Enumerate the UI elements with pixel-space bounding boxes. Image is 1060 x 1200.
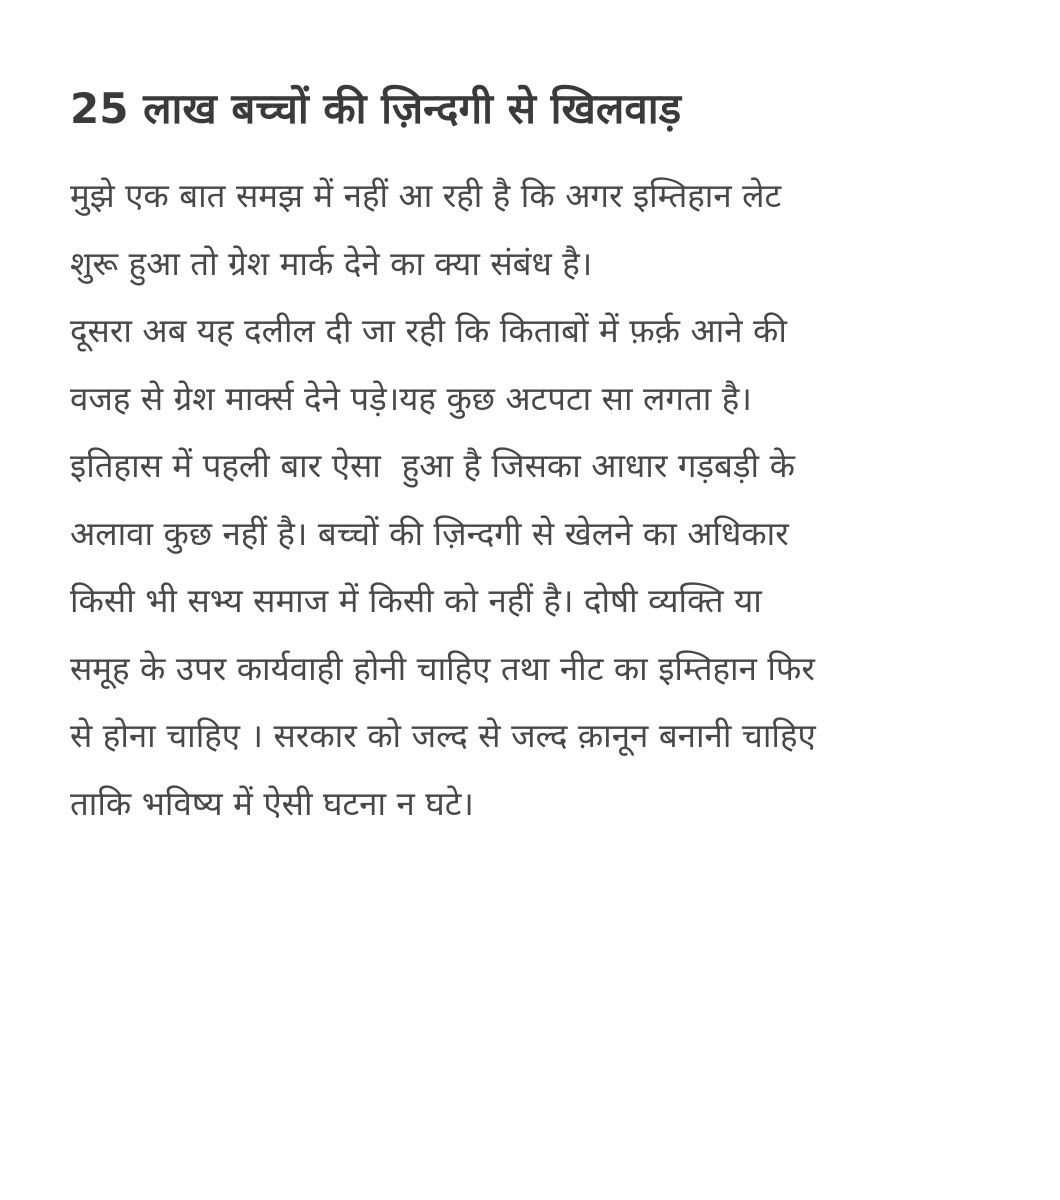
body-line: समूह के उपर कार्यवाही होनी चाहिए तथा नीट का इम्तिहान फिर [70,648,815,688]
article-title: 25 लाख बच्चों की ज़िन्दगी से खिलवाड़ [70,84,682,133]
body-line: ताकि भविष्य में ऐसी घटना न घटे। [70,783,474,823]
article [70,70,1030,837]
body-line: शुरू हुआ तो ग्रेश मार्क देने का क्या संबंध है। [70,243,593,283]
body-line: अलावा कुछ नहीं है। बच्चों की ज़िन्दगी से खेलने का अधिकार [70,513,789,553]
body-line: इतिहास में पहली बार ऐसा हुआ है जिसका आधार गड़बड़ी के [70,446,795,485]
body-line: दूसरा अब यह दलील दी जा रही कि किताबों में फ़र्क़ आने की [70,311,787,350]
body-line: से होना चाहिए । सरकार को जल्द से जल्द क़ानून बनानी चाहिए [70,716,816,755]
body-line: किसी भी सभ्य समाज में किसी को नहीं है। दोषी व्यक्ति या [70,581,762,620]
article-body [70,162,1030,837]
body-line: मुझे एक बात समझ में नहीं आ रही है कि अगर इम्तिहान लेट [70,176,782,215]
body-line: वजह से ग्रेश मार्क्स देने पड़े।यह कुछ अटपटा सा लगता है। [70,378,752,418]
